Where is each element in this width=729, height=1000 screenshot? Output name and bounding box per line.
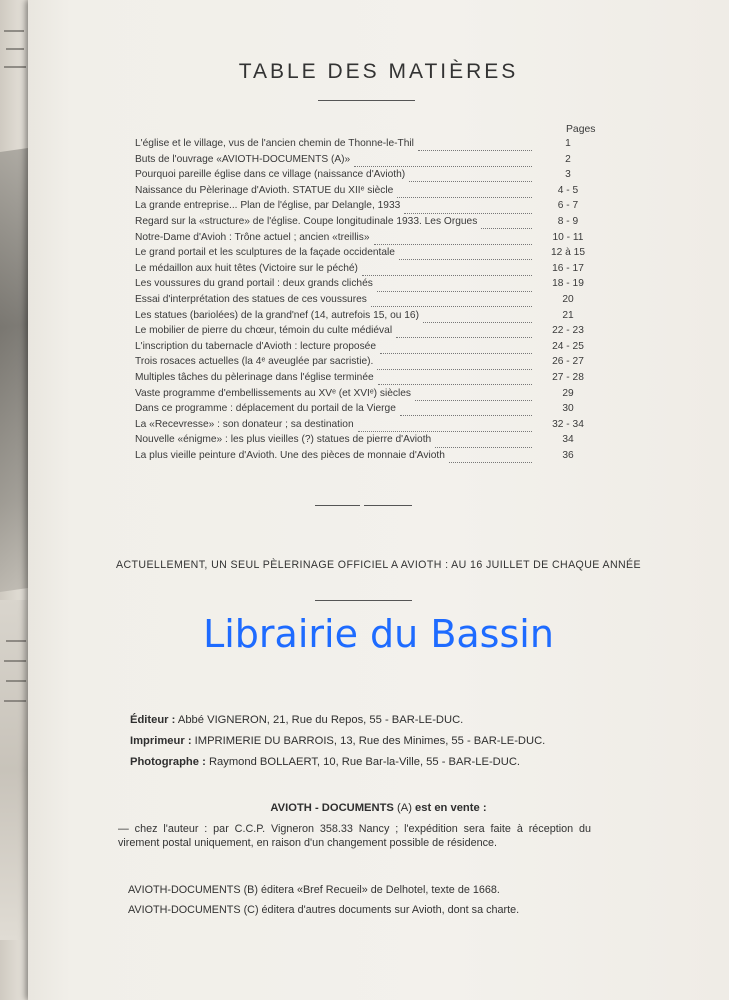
toc-page-number: 24 - 25 <box>552 340 584 352</box>
adjacent-photo <box>0 148 28 592</box>
sale-heading-bold-2: est en vente : <box>415 802 487 814</box>
credits-block <box>130 710 545 773</box>
toc-entry-text: Le grand portail et les sculptures de la façade occidentale <box>135 247 395 259</box>
toc-entry-text: Dans ce programme : déplacement du portail de la Vierge <box>135 403 396 415</box>
toc-row <box>135 386 600 402</box>
separator-rule <box>315 600 412 601</box>
toc-leader-dots <box>380 343 532 354</box>
credit-value: Abbé VIGNERON, 21, Rue du Repos, 55 - BAR-LE-DUC. <box>177 714 464 726</box>
scrap-line <box>6 640 26 642</box>
toc-leader-dots <box>377 359 532 370</box>
toc-row <box>135 354 600 370</box>
toc-row <box>135 230 600 246</box>
scrap-line <box>4 66 26 68</box>
sale-heading-mid: (A) <box>397 802 412 814</box>
pilgrimage-notice: ACTUELLEMENT, UN SEUL PÈLERINAGE OFFICIEL A AVIOTH : AU 16 JUILLET DE CHAQUE ANNÉE <box>116 559 641 571</box>
scrap-line <box>4 30 24 32</box>
toc-row <box>135 370 600 386</box>
toc-page-number: 6 - 7 <box>557 200 579 212</box>
scrap-line <box>6 680 26 682</box>
document-page <box>28 0 729 1000</box>
toc-page-number: 26 - 27 <box>552 356 584 368</box>
toc-page-number: 3 <box>565 169 571 181</box>
toc-entry-text: Notre-Dame d'Avioh : Trône actuel ; ancien «treillis» <box>135 231 370 243</box>
credit-label: Éditeur : <box>130 714 176 726</box>
toc-page-number: 29 <box>562 387 574 399</box>
toc-leader-dots <box>404 203 532 214</box>
toc-page-number: 27 - 28 <box>552 371 584 383</box>
credit-row <box>130 731 545 752</box>
toc-page-number: 32 - 34 <box>552 418 584 430</box>
title-rule <box>318 100 415 101</box>
toc-row <box>135 448 600 464</box>
credit-value: IMPRIMERIE DU BARROIS, 13, Rue des Minimes, 55 - BAR-LE-DUC. <box>194 735 546 747</box>
page-title: TABLE DES MATIÈRES <box>238 60 519 83</box>
toc-entry-text: Essai d'interprétation des statues de ces voussures <box>135 293 367 305</box>
toc-page-number: 36 <box>562 449 574 461</box>
scrap-line <box>4 700 26 702</box>
toc-entry-text: Le mobilier de pierre du chœur, témoin du culte médiéval <box>135 325 393 337</box>
toc-row <box>135 323 600 339</box>
toc-page-number: 10 - 11 <box>552 231 584 243</box>
toc-leader-dots <box>418 140 532 151</box>
toc-leader-dots <box>481 218 532 229</box>
toc-entry-text: La grande entreprise... Plan de l'église, par Delangle, 1933 <box>135 200 401 212</box>
toc-row <box>135 432 600 448</box>
credit-value: Raymond BOLLAERT, 10, Rue Bar-la-Ville, 55 - BAR-LE-DUC. <box>208 756 521 768</box>
toc-page-number: 8 - 9 <box>557 215 579 227</box>
toc-entry-text: Regard sur la «structure» de l'église. Coupe longitudinale 1933. Les Orgues <box>135 215 478 227</box>
toc-page-number: 18 - 19 <box>552 278 584 290</box>
toc-leader-dots <box>362 265 532 276</box>
sale-body <box>118 823 591 850</box>
sale-heading-bold-1: AVIOTH - DOCUMENTS <box>270 802 394 814</box>
toc-entry-text: Trois rosaces actuelles (la 4ᵉ aveuglée par sacristie). <box>135 356 374 368</box>
scrap-line <box>6 48 24 50</box>
credit-label: Imprimeur : <box>130 735 192 747</box>
credit-row <box>130 752 545 773</box>
toc-page-number: 1 <box>565 138 571 149</box>
toc-row <box>135 214 600 230</box>
toc-leader-dots <box>354 156 532 167</box>
toc-entry-text: Les statues (bariolées) de la grand'nef (14, autrefois 15, ou 16) <box>135 309 419 321</box>
toc-leader-dots <box>378 374 532 385</box>
sale-heading <box>28 802 729 814</box>
toc-row <box>135 136 600 152</box>
toc-page-number: 16 - 17 <box>552 262 584 274</box>
toc-leader-dots <box>409 171 532 182</box>
credit-label: Photographe : <box>130 756 206 768</box>
toc-row <box>135 417 600 433</box>
scrap-line <box>4 660 26 662</box>
table-of-contents <box>135 136 600 463</box>
toc-leader-dots <box>371 296 532 307</box>
toc-row <box>135 292 600 308</box>
toc-leader-dots <box>435 437 532 448</box>
toc-page-number: 34 <box>562 434 574 446</box>
toc-leader-dots <box>415 390 532 401</box>
toc-entry-text: Buts de l'ouvrage «AVIOTH-DOCUMENTS (A)» <box>135 153 351 165</box>
toc-entry-text: Pourquoi pareille église dans ce village (naissance d'Avioth) <box>135 169 406 181</box>
toc-leader-dots <box>374 234 533 245</box>
toc-row <box>135 183 600 199</box>
separator-rule <box>364 505 412 506</box>
credit-row <box>130 710 545 731</box>
other-doc-b: AVIOTH-DOCUMENTS (B) éditera «Bref Recueil» de Delhotel, texte de 1668. <box>128 884 500 896</box>
toc-leader-dots <box>423 312 532 323</box>
toc-leader-dots <box>399 249 532 260</box>
toc-row <box>135 245 600 261</box>
toc-row <box>135 276 600 292</box>
toc-entry-text: La plus vieille peinture d'Avioth. Une des pièces de monnaie d'Avioth <box>135 449 445 461</box>
toc-row <box>135 339 600 355</box>
toc-page-number: 4 - 5 <box>557 184 579 196</box>
sale-body-text: — chez l'auteur : par C.C.P. Vigneron 358.33 Nancy ; l'expédition sera faite à réception du virement postal uniquement, en raison d'un changement possible de résidence. <box>118 823 591 849</box>
toc-entry-text: Nouvelle «énigme» : les plus vieilles (?) statues de pierre d'Avioth <box>135 434 432 446</box>
toc-leader-dots <box>358 421 532 432</box>
toc-row <box>135 308 600 324</box>
toc-entry-text: Les voussures du grand portail : deux grands clichés <box>135 278 373 290</box>
toc-page-number: 21 <box>562 309 574 321</box>
toc-row <box>135 198 600 214</box>
pages-column-header: Pages <box>566 124 596 135</box>
toc-page-number: 12 à 15 <box>551 247 585 259</box>
toc-leader-dots <box>397 187 532 198</box>
adjacent-text-block <box>0 600 30 940</box>
toc-leader-dots <box>377 281 532 292</box>
toc-row <box>135 261 600 277</box>
toc-entry-text: Vaste programme d'embellissements au XVᵉ (et XVIᵉ) siècles <box>135 387 412 399</box>
toc-page-number: 20 <box>562 293 574 305</box>
toc-leader-dots <box>449 452 532 463</box>
toc-row <box>135 152 600 168</box>
watermark-text: Librairie du Bassin <box>203 612 554 656</box>
toc-entry-text: Naissance du Pèlerinage d'Avioth. STATUE du XIIᵉ siècle <box>135 184 394 196</box>
toc-page-number: 30 <box>562 403 574 415</box>
toc-entry-text: Le médaillon aux huit têtes (Victoire sur le péché) <box>135 262 358 274</box>
toc-entry-text: L'église et le village, vus de l'ancien chemin de Thonne-le-Thil <box>135 138 414 149</box>
toc-entry-text: L'inscription du tabernacle d'Avioth : lecture proposée <box>135 340 376 352</box>
toc-row <box>135 401 600 417</box>
toc-page-number: 2 <box>565 153 571 165</box>
other-doc-c: AVIOTH-DOCUMENTS (C) éditera d'autres documents sur Avioth, dont sa charte. <box>128 904 520 916</box>
toc-leader-dots <box>396 327 532 338</box>
toc-entry-text: Multiples tâches du pèlerinage dans l'église terminée <box>135 371 374 383</box>
toc-row <box>135 167 600 183</box>
separator-rule <box>315 505 360 506</box>
toc-leader-dots <box>400 405 532 416</box>
toc-page-number: 22 - 23 <box>552 325 584 337</box>
toc-entry-text: La «Recevresse» : son donateur ; sa destination <box>135 418 354 430</box>
